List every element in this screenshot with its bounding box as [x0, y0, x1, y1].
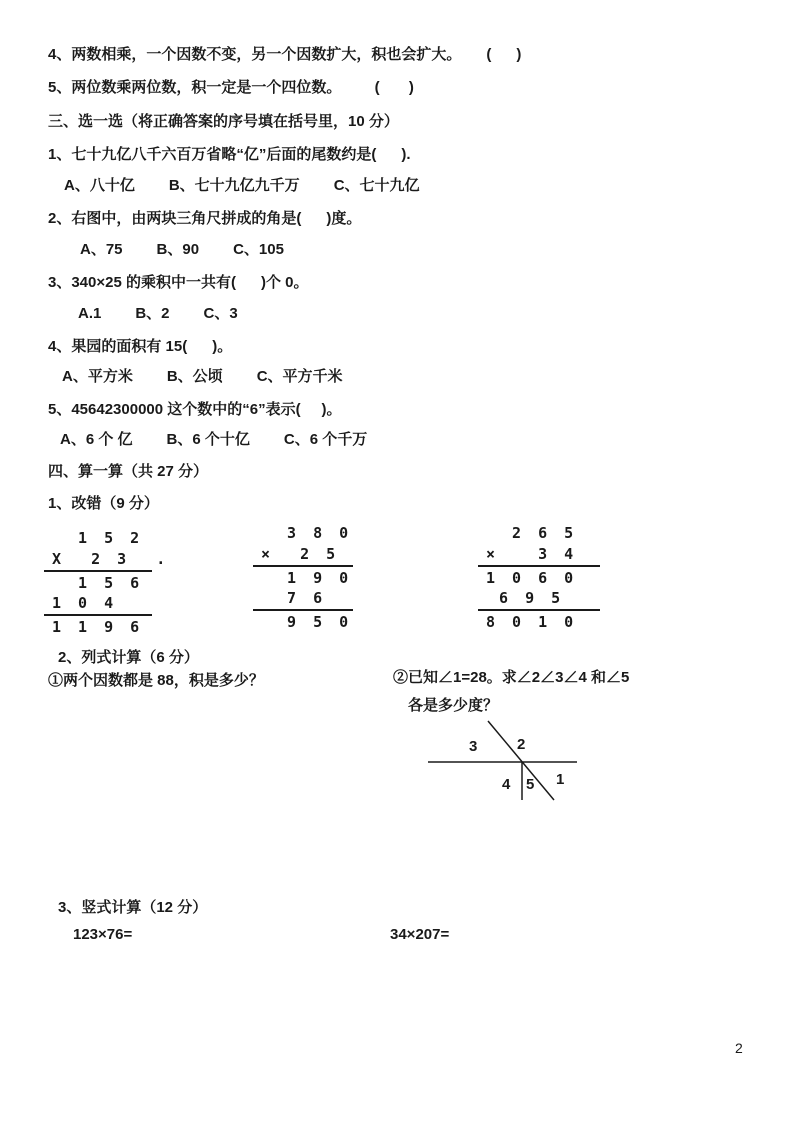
diagonal-line [488, 721, 554, 800]
calc-sub2-question-2-line1: ②已知∠1=28。求∠2∠3∠4 和∠5 [393, 669, 630, 686]
option-a: A、75 [80, 241, 123, 258]
calc-sub1-title: 1、改错（9 分） [48, 495, 159, 512]
calc-sub3-problem-2: 34×207= [390, 926, 450, 943]
choice-q5-options [60, 430, 367, 450]
partial-product-2: 1 0 4 [52, 594, 118, 612]
judge-item-5: 5、两位数乘两位数，积一定是一个四位数。 ( ) [48, 79, 414, 96]
partial-product-1: 1 9 0 [253, 565, 353, 588]
choice-q2-text: 2、右图中，由两块三角尺拼成的角是( )度。 [48, 210, 362, 227]
option-b: B、七十九亿九千万 [168, 177, 300, 194]
multiplication-problem-1 [44, 528, 170, 637]
calc-sub3-problem-1: 123×76= [73, 926, 133, 943]
multiplicand-row: 1 5 2 [52, 529, 144, 547]
choice-q1-options [64, 176, 420, 196]
product-row: 1 1 9 6 [44, 614, 152, 637]
partial-product-2: 6 9 5 [486, 589, 565, 607]
option-c: C、3 [203, 305, 238, 322]
option-b: B、6 个十亿 [166, 431, 250, 448]
angle-label-4: 4 [502, 776, 511, 793]
calc-sub3-title: 3、竖式计算（12 分） [58, 899, 208, 916]
product-row: 8 0 1 0 [478, 609, 600, 632]
partial-product-1: 1 5 6 [44, 570, 152, 593]
angle-label-2: 2 [517, 736, 526, 753]
choice-q2-options [80, 240, 284, 260]
choice-q3-text: 3、340×25 的乘积中一共有( )个 0。 [48, 274, 309, 291]
option-a: A、八十亿 [64, 177, 135, 194]
section-choice-title: 三、选一选（将正确答案的序号填在括号里，10 分） [48, 113, 399, 130]
multiplication-problem-3 [478, 523, 600, 632]
option-a: A.1 [78, 305, 102, 322]
option-c: C、平方千米 [256, 368, 343, 385]
judge-item-4: 4、两数相乘，一个因数不变，另一个因数扩大，积也会扩大。 ( ) [48, 46, 522, 63]
multiplier-row: × 2 5 [261, 545, 340, 563]
option-c: C、七十九亿 [333, 177, 420, 194]
angle-label-5: 5 [526, 776, 535, 793]
choice-q1-text: 1、七十九亿八千六百万省略“亿”后面的尾数约是( ). [48, 146, 411, 163]
angle-label-3: 3 [469, 738, 478, 755]
angles-figure [425, 713, 595, 808]
multiplicand-row: 2 6 5 [486, 524, 578, 542]
page-number: 2 [735, 1040, 743, 1056]
partial-product-2: 7 6 [261, 589, 327, 607]
choice-q5-text: 5、45642300000 这个数中的“6”表示( )。 [48, 401, 342, 418]
partial-product-1: 1 0 6 0 [478, 565, 600, 588]
calc-sub2-question-2-line2: 各是多少度？ [408, 697, 499, 714]
angle-label-1: 1 [556, 771, 565, 788]
multiplier-row: × 3 4 [486, 545, 578, 563]
choice-q4-text: 4、果园的面积有 15( )。 [48, 338, 233, 355]
multiplicand-row: 3 8 0 [261, 524, 353, 542]
option-c: C、6 个千万 [283, 431, 368, 448]
choice-q3-options [78, 304, 238, 324]
option-b: B、公顷 [166, 368, 223, 385]
option-b: B、90 [156, 241, 200, 258]
calc-sub2-question-1: ①两个因数都是 88，积是多少？ [48, 672, 264, 689]
section-calc-title: 四、算一算（共 27 分） [48, 463, 209, 480]
calc-sub2-title: 2、列式计算（6 分） [58, 649, 199, 666]
product-row: 9 5 0 [253, 609, 353, 632]
option-b: B、2 [135, 305, 170, 322]
option-c: C、105 [233, 241, 284, 258]
multiplier-row: X 2 3 . [52, 550, 170, 568]
choice-q4-options [62, 367, 343, 387]
multiplication-problem-2 [253, 523, 353, 632]
option-a: A、平方米 [62, 368, 133, 385]
option-a: A、6 个 亿 [60, 431, 133, 448]
